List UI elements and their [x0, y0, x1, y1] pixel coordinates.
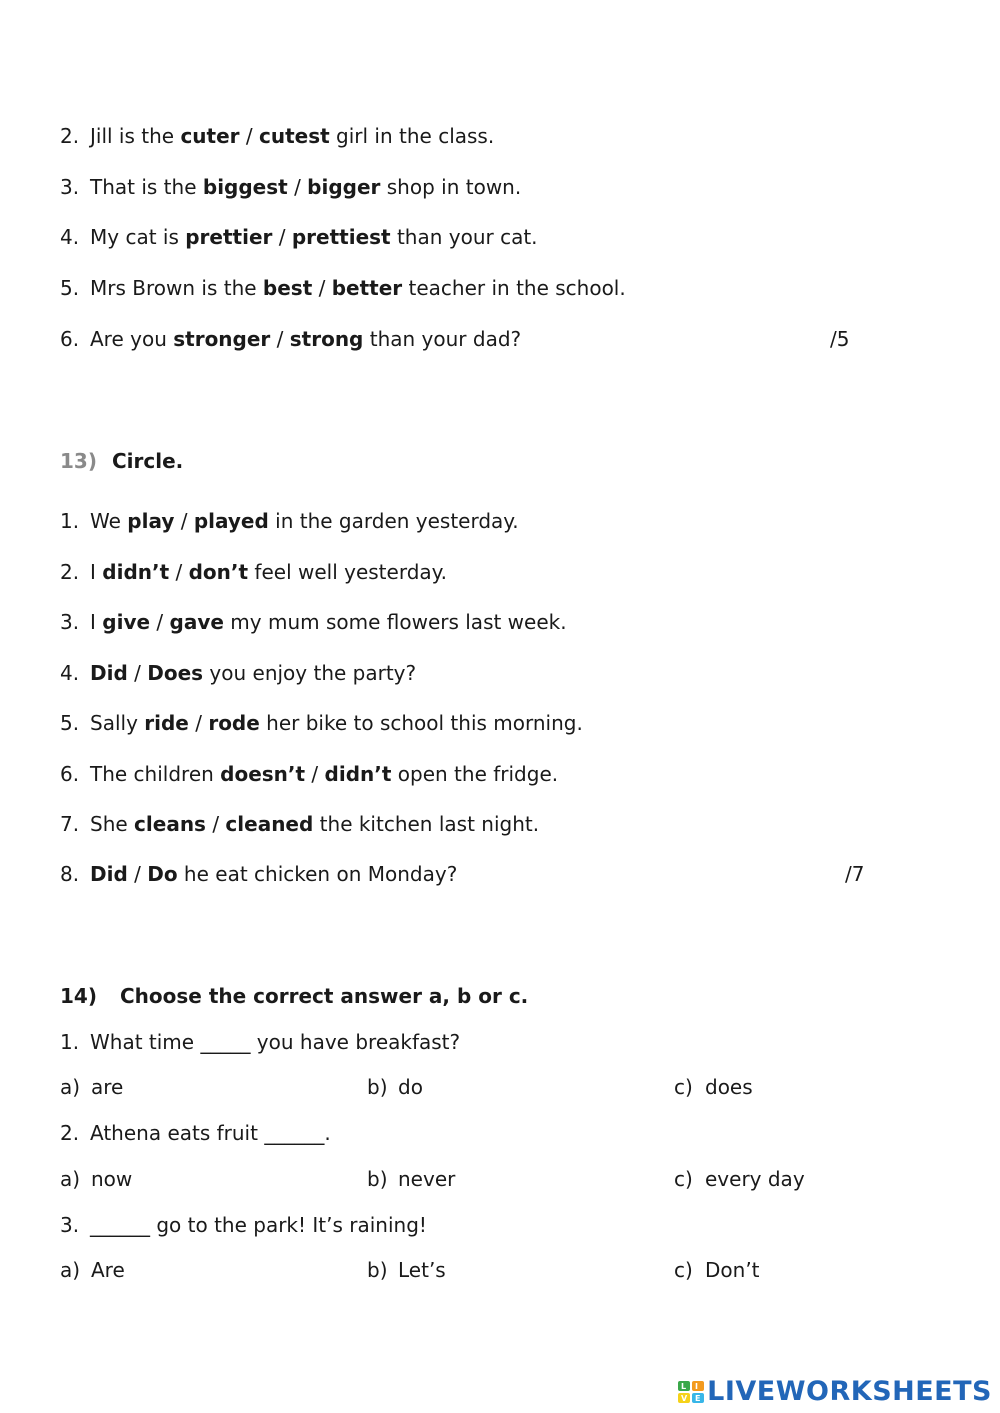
choice-a[interactable]: stronger — [173, 327, 271, 351]
s14-q1-option-c[interactable]: c) does — [674, 1075, 753, 1099]
choice-a[interactable]: didn’t — [102, 560, 170, 584]
choice-b[interactable]: didn’t — [324, 762, 392, 786]
choice-b[interactable]: don’t — [188, 560, 249, 584]
s12-item-6: 6. Are you stronger / strong than your dad? — [60, 327, 522, 351]
choice-a[interactable]: cleans — [134, 812, 206, 836]
s13-title: Circle. — [112, 449, 184, 473]
choice-a[interactable]: ride — [144, 711, 189, 735]
logo-text: LIVEWORKSHEETS — [707, 1376, 992, 1407]
s14-question-1: 1. What time _____ you have breakfast? — [60, 1030, 461, 1054]
choice-a[interactable]: doesn’t — [220, 762, 306, 786]
s14-q2-option-b[interactable]: b) never — [367, 1167, 456, 1191]
s12-score: /5 — [830, 327, 850, 351]
choice-a[interactable]: cuter — [180, 124, 240, 148]
s14-question-2: 2. Athena eats fruit ______. — [60, 1121, 331, 1145]
s13-heading — [60, 447, 183, 475]
choice-b[interactable]: Does — [147, 661, 204, 685]
choice-b[interactable]: gave — [169, 610, 224, 634]
choice-b[interactable]: bigger — [307, 175, 381, 199]
choice-a[interactable]: give — [102, 610, 151, 634]
s14-q3-option-a[interactable]: a) Are — [60, 1258, 125, 1282]
s14-title: Choose the correct answer a, b or c. — [120, 984, 529, 1008]
choice-a[interactable]: biggest — [202, 175, 288, 199]
s12-item-4: 4. My cat is prettier / prettiest than your cat. — [60, 225, 538, 249]
s13-item-4: 4. Did / Does you enjoy the party? — [60, 661, 417, 685]
s13-item-8: 8. Did / Do he eat chicken on Monday? — [60, 862, 458, 886]
choice-a[interactable]: Did — [90, 862, 128, 886]
choice-b[interactable]: better — [331, 276, 403, 300]
s14-q3-option-b[interactable]: b) Let’s — [367, 1258, 446, 1282]
s14-q1-option-b[interactable]: b) do — [367, 1075, 423, 1099]
choice-b[interactable]: Do — [147, 862, 178, 886]
choice-b[interactable]: rode — [208, 711, 260, 735]
s13-item-7: 7. She cleans / cleaned the kitchen last night. — [60, 812, 540, 836]
s13-number: 13) — [60, 449, 97, 473]
choice-b[interactable]: played — [193, 509, 269, 533]
s13-item-2: 2. I didn’t / don’t feel well yesterday. — [60, 560, 447, 584]
s13-score: /7 — [845, 862, 865, 886]
svg-text:V: V — [681, 1393, 688, 1403]
choice-b[interactable]: strong — [289, 327, 364, 351]
choice-b[interactable]: cleaned — [225, 812, 314, 836]
svg-text:L: L — [681, 1381, 687, 1391]
liveworksheets-logo-icon — [677, 1379, 705, 1405]
s14-number: 14) — [60, 984, 97, 1008]
s14-question-3: 3. ______ go to the park! It’s raining! — [60, 1213, 427, 1237]
choice-a[interactable]: prettier — [185, 225, 273, 249]
choice-b[interactable]: prettiest — [291, 225, 391, 249]
choice-a[interactable]: Did — [90, 661, 128, 685]
s12-item-5: 5. Mrs Brown is the best / better teacher in the school. — [60, 276, 626, 300]
s13-item-6: 6. The children doesn’t / didn’t open the fridge. — [60, 762, 559, 786]
liveworksheets-logo[interactable] — [677, 1376, 992, 1407]
s13-item-5: 5. Sally ride / rode her bike to school this morning. — [60, 711, 583, 735]
s12-item-2: 2. Jill is the cuter / cutest girl in the class. — [60, 124, 495, 148]
svg-text:I: I — [695, 1381, 699, 1391]
s14-q1-option-a[interactable]: a) are — [60, 1075, 124, 1099]
s13-item-1: 1. We play / played in the garden yesterday. — [60, 509, 519, 533]
svg-text:E: E — [695, 1393, 701, 1403]
s14-q3-option-c[interactable]: c) Don’t — [674, 1258, 760, 1282]
choice-a[interactable]: play — [127, 509, 175, 533]
s13-item-3: 3. I give / gave my mum some flowers last week. — [60, 610, 567, 634]
choice-b[interactable]: cutest — [259, 124, 330, 148]
choice-a[interactable]: best — [262, 276, 313, 300]
s14-q2-option-c[interactable]: c) every day — [674, 1167, 805, 1191]
s14-q2-option-a[interactable]: a) now — [60, 1167, 133, 1191]
s12-item-3: 3. That is the biggest / bigger shop in town. — [60, 175, 522, 199]
s14-heading — [60, 982, 528, 1010]
